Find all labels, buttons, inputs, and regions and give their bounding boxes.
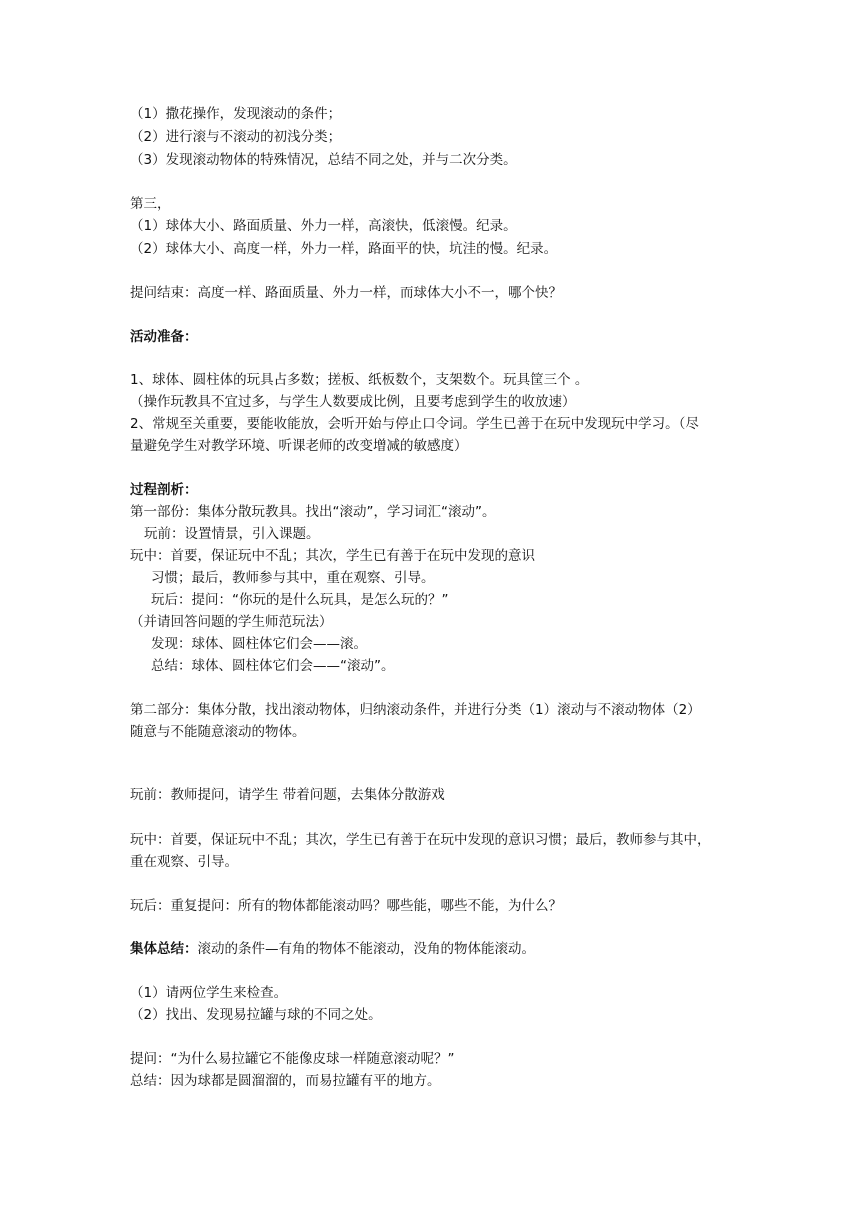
list-item: （3）发现滚动物体的特殊情况，总结不同之处，并与二次分类。 [130, 152, 517, 168]
summary-label: 集体总结： [130, 941, 198, 957]
paragraph: 玩中：首要，保证玩中不乱；其次，学生已有善于在玩中发现的意识习惯；最后，教师参与其中， [130, 832, 711, 848]
paragraph: 玩后：重复提问：所有的物体都能滚动吗？哪些能，哪些不能，为什么？ [130, 898, 562, 914]
paragraph: 发现：球体、圆柱体它们会——滚。 [151, 636, 367, 652]
paragraph: （并请回答问题的学生师范玩法） [130, 614, 333, 630]
paragraph: 习惯；最后，教师参与其中，重在观察、引导。 [151, 570, 435, 586]
paragraph: 1、球体、圆柱体的玩具占多数；搓板、纸板数个，支架数个。玩具筐三个 。 [130, 372, 589, 388]
paragraph: 提问：“为什么易拉罐它不能像皮球一样随意滚动呢？” [130, 1051, 455, 1067]
list-item: （1）请两位学生来检查。 [130, 985, 288, 1001]
paragraph: 总结：球体、圆柱体它们会——“滚动”。 [151, 658, 395, 674]
paragraph [130, 939, 535, 959]
paragraph: 第一部份：集体分散玩教具。找出“滚动”，学习词汇“滚动”。 [130, 504, 496, 520]
list-item: （1）撒花操作，发现滚动的条件； [130, 106, 342, 122]
paragraph: 玩中：首要，保证玩中不乱；其次，学生已有善于在玩中发现的意识 [130, 548, 535, 564]
paragraph: （操作玩教具不宜过多，与学生人数要成比例，且要考虑到学生的收放速） [130, 394, 576, 410]
paragraph: 提问结束：高度一样、路面质量、外力一样，而球体大小不一，哪个快？ [130, 285, 562, 301]
paragraph: 玩前：设置情景，引入课题。 [144, 526, 320, 542]
paragraph: 玩前：教师提问，请学生 带着问题，去集体分散游戏 [130, 787, 445, 803]
list-item: （2）找出、发现易拉罐与球的不同之处。 [130, 1007, 382, 1023]
section-heading: 活动准备： [130, 329, 198, 345]
paragraph: 玩后：提问：“你玩的是什么玩具，是怎么玩的？” [151, 592, 449, 608]
paragraph: 随意与不能随意滚动的物体。 [130, 724, 306, 740]
section-heading: 过程剖析： [130, 482, 198, 498]
paragraph: 第二部分：集体分散，找出滚动物体，归纳滚动条件，并进行分类（1）滚动与不滚动物体（2） [130, 702, 701, 718]
paragraph: 重在观察、引导。 [130, 854, 238, 870]
summary-text: 滚动的条件—有角的物体不能滚动，没角的物体能滚动。 [197, 941, 535, 957]
paragraph: 总结：因为球都是圆溜溜的，而易拉罐有平的地方。 [130, 1073, 441, 1089]
paragraph: 2、常规至关重要，要能收能放，会听开始与停止口令词。学生已善于在玩中发现玩中学习。（尽 [130, 416, 699, 432]
list-item: （1）球体大小、路面质量、外力一样，高滚快，低滚慢。纪录。 [130, 218, 517, 234]
paragraph: 量避免学生对教学环境、听课老师的改变增减的敏感度） [130, 438, 468, 454]
list-item: （2）进行滚与不滚动的初浅分类； [130, 129, 342, 145]
section-heading: 第三， [130, 196, 171, 212]
list-item: （2）球体大小、高度一样，外力一样，路面平的快，坑洼的慢。纪录。 [130, 241, 558, 257]
